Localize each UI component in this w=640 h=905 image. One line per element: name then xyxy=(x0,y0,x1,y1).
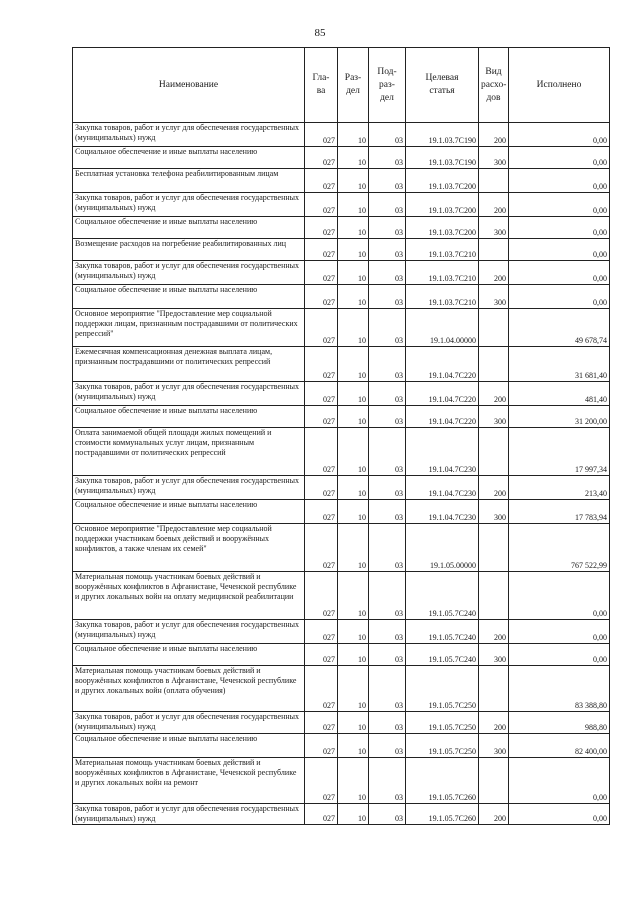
cell-razdel: 10 xyxy=(338,406,369,428)
cell-celevaya-statya: 19.1.05.7С260 xyxy=(406,804,479,825)
cell-celevaya-statya: 19.1.04.00000 xyxy=(406,309,479,347)
cell-ispolneno: 0,00 xyxy=(509,644,610,666)
cell-vid-rashodov: 300 xyxy=(479,406,509,428)
cell-name: Закупка товаров, работ и услуг для обеспечения государственных (муниципальных) нужд xyxy=(73,476,305,500)
cell-vid-rashodov: 200 xyxy=(479,123,509,147)
header-vid-rashodov: Вид расхо- дов xyxy=(479,48,509,123)
cell-glava: 027 xyxy=(305,620,338,644)
table-row xyxy=(73,406,610,428)
cell-name: Возмещение расходов на погребение реабилитированных лиц xyxy=(73,239,305,261)
cell-glava: 027 xyxy=(305,428,338,476)
cell-name: Социальное обеспечение и иные выплаты населению xyxy=(73,217,305,239)
table-header-row xyxy=(73,48,610,123)
cell-glava: 027 xyxy=(305,476,338,500)
header-name: Наименование xyxy=(73,48,305,123)
cell-ispolneno: 17 783,94 xyxy=(509,500,610,524)
header-ispolneno: Исполнено xyxy=(509,48,610,123)
cell-celevaya-statya: 19.1.05.7С260 xyxy=(406,758,479,804)
cell-name: Закупка товаров, работ и услуг для обеспечения государственных (муниципальных) нужд xyxy=(73,382,305,406)
cell-vid-rashodov xyxy=(479,169,509,193)
cell-ispolneno: 31 681,40 xyxy=(509,347,610,382)
cell-podrazdel: 03 xyxy=(369,572,406,620)
cell-name: Закупка товаров, работ и услуг для обеспечения государственных (муниципальных) нужд xyxy=(73,123,305,147)
cell-podrazdel: 03 xyxy=(369,666,406,712)
cell-celevaya-statya: 19.1.03.7С210 xyxy=(406,285,479,309)
cell-razdel: 10 xyxy=(338,666,369,712)
table-row xyxy=(73,347,610,382)
cell-razdel: 10 xyxy=(338,620,369,644)
cell-razdel: 10 xyxy=(338,476,369,500)
cell-ispolneno: 481,40 xyxy=(509,382,610,406)
cell-podrazdel: 03 xyxy=(369,382,406,406)
cell-podrazdel: 03 xyxy=(369,712,406,734)
table-row xyxy=(73,239,610,261)
cell-razdel: 10 xyxy=(338,123,369,147)
cell-razdel: 10 xyxy=(338,261,369,285)
cell-podrazdel: 03 xyxy=(369,239,406,261)
cell-name: Социальное обеспечение и иные выплаты населению xyxy=(73,500,305,524)
cell-vid-rashodov xyxy=(479,239,509,261)
cell-celevaya-statya: 19.1.04.7С230 xyxy=(406,500,479,524)
cell-glava: 027 xyxy=(305,406,338,428)
cell-ispolneno: 17 997,34 xyxy=(509,428,610,476)
budget-table xyxy=(72,47,610,825)
cell-glava: 027 xyxy=(305,524,338,572)
cell-vid-rashodov: 300 xyxy=(479,285,509,309)
table-row xyxy=(73,217,610,239)
table-row xyxy=(73,804,610,825)
cell-podrazdel: 03 xyxy=(369,524,406,572)
cell-ispolneno: 49 678,74 xyxy=(509,309,610,347)
cell-ispolneno: 0,00 xyxy=(509,123,610,147)
cell-glava: 027 xyxy=(305,123,338,147)
cell-celevaya-statya: 19.1.03.7С210 xyxy=(406,239,479,261)
table-row xyxy=(73,382,610,406)
table-row xyxy=(73,644,610,666)
cell-name: Основное мероприятие "Предоставление мер социальной поддержки лицам, признанным пострадавшими от политических репрессий" xyxy=(73,309,305,347)
cell-name: Материальная помощь участникам боевых действий и вооружённых конфликтов в Афганистане, Чеченской республике и других локальных войн (оплата обучения) xyxy=(73,666,305,712)
cell-vid-rashodov: 200 xyxy=(479,476,509,500)
cell-celevaya-statya: 19.1.05.7С240 xyxy=(406,620,479,644)
cell-podrazdel: 03 xyxy=(369,476,406,500)
cell-celevaya-statya: 19.1.03.7С200 xyxy=(406,217,479,239)
cell-vid-rashodov xyxy=(479,524,509,572)
table-row xyxy=(73,285,610,309)
table-row xyxy=(73,169,610,193)
cell-celevaya-statya: 19.1.05.7С240 xyxy=(406,572,479,620)
cell-vid-rashodov: 300 xyxy=(479,500,509,524)
cell-razdel: 10 xyxy=(338,734,369,758)
cell-celevaya-statya: 19.1.03.7С200 xyxy=(406,169,479,193)
cell-name: Бесплатная установка телефона реабилитированным лицам xyxy=(73,169,305,193)
cell-celevaya-statya: 19.1.05.7С250 xyxy=(406,666,479,712)
cell-name: Социальное обеспечение и иные выплаты населению xyxy=(73,406,305,428)
cell-name: Материальная помощь участникам боевых действий и вооружённых конфликтов в Афганистане, Чеченской республике и других локальных войн на оплату медицинской реабилитации xyxy=(73,572,305,620)
cell-razdel: 10 xyxy=(338,169,369,193)
table-row xyxy=(73,524,610,572)
cell-ispolneno: 767 522,99 xyxy=(509,524,610,572)
cell-razdel: 10 xyxy=(338,524,369,572)
cell-name: Ежемесячная компенсационная денежная выплата лицам, признанным пострадавшими от политических репрессий xyxy=(73,347,305,382)
table-row xyxy=(73,193,610,217)
cell-glava: 027 xyxy=(305,285,338,309)
cell-vid-rashodov: 200 xyxy=(479,261,509,285)
cell-vid-rashodov: 200 xyxy=(479,382,509,406)
cell-razdel: 10 xyxy=(338,239,369,261)
header-podrazdel: Под- раз- дел xyxy=(369,48,406,123)
cell-celevaya-statya: 19.1.03.7С210 xyxy=(406,261,479,285)
cell-celevaya-statya: 19.1.04.7С220 xyxy=(406,406,479,428)
cell-vid-rashodov: 200 xyxy=(479,804,509,825)
cell-podrazdel: 03 xyxy=(369,804,406,825)
cell-ispolneno: 0,00 xyxy=(509,804,610,825)
cell-razdel: 10 xyxy=(338,758,369,804)
cell-ispolneno: 0,00 xyxy=(509,261,610,285)
cell-razdel: 10 xyxy=(338,309,369,347)
cell-name: Социальное обеспечение и иные выплаты населению xyxy=(73,644,305,666)
cell-vid-rashodov: 200 xyxy=(479,193,509,217)
cell-ispolneno: 0,00 xyxy=(509,572,610,620)
table-row xyxy=(73,261,610,285)
cell-podrazdel: 03 xyxy=(369,428,406,476)
cell-glava: 027 xyxy=(305,169,338,193)
cell-ispolneno: 213,40 xyxy=(509,476,610,500)
cell-glava: 027 xyxy=(305,147,338,169)
cell-name: Закупка товаров, работ и услуг для обеспечения государственных (муниципальных) нужд xyxy=(73,261,305,285)
cell-vid-rashodov: 300 xyxy=(479,644,509,666)
header-glava: Гла- ва xyxy=(305,48,338,123)
cell-ispolneno: 82 400,00 xyxy=(509,734,610,758)
cell-vid-rashodov: 300 xyxy=(479,734,509,758)
cell-glava: 027 xyxy=(305,239,338,261)
table-row xyxy=(73,147,610,169)
cell-name: Закупка товаров, работ и услуг для обеспечения государственных (муниципальных) нужд xyxy=(73,712,305,734)
cell-razdel: 10 xyxy=(338,428,369,476)
page-number: 85 xyxy=(314,27,326,39)
cell-razdel: 10 xyxy=(338,644,369,666)
cell-name: Закупка товаров, работ и услуг для обеспечения государственных (муниципальных) нужд xyxy=(73,620,305,644)
cell-glava: 027 xyxy=(305,644,338,666)
cell-podrazdel: 03 xyxy=(369,644,406,666)
cell-podrazdel: 03 xyxy=(369,734,406,758)
cell-celevaya-statya: 19.1.05.00000 xyxy=(406,524,479,572)
cell-glava: 027 xyxy=(305,217,338,239)
cell-celevaya-statya: 19.1.03.7С190 xyxy=(406,123,479,147)
cell-name: Оплата занимаемой общей площади жилых помещений и стоимости коммунальных услуг лицам, признанным пострадавшими от политических репрессий xyxy=(73,428,305,476)
cell-glava: 027 xyxy=(305,193,338,217)
table-row xyxy=(73,620,610,644)
cell-name: Социальное обеспечение и иные выплаты населению xyxy=(73,147,305,169)
cell-razdel: 10 xyxy=(338,382,369,406)
cell-razdel: 10 xyxy=(338,285,369,309)
cell-ispolneno: 83 388,80 xyxy=(509,666,610,712)
table-row xyxy=(73,476,610,500)
cell-glava: 027 xyxy=(305,382,338,406)
cell-glava: 027 xyxy=(305,804,338,825)
cell-ispolneno: 0,00 xyxy=(509,758,610,804)
table-row xyxy=(73,712,610,734)
cell-podrazdel: 03 xyxy=(369,193,406,217)
table-row xyxy=(73,734,610,758)
cell-razdel: 10 xyxy=(338,804,369,825)
table-row xyxy=(73,428,610,476)
cell-glava: 027 xyxy=(305,347,338,382)
cell-name: Закупка товаров, работ и услуг для обеспечения государственных (муниципальных) нужд xyxy=(73,193,305,217)
table-row xyxy=(73,309,610,347)
table-row xyxy=(73,666,610,712)
cell-podrazdel: 03 xyxy=(369,217,406,239)
cell-razdel: 10 xyxy=(338,147,369,169)
table-row xyxy=(73,500,610,524)
cell-podrazdel: 03 xyxy=(369,147,406,169)
cell-name: Социальное обеспечение и иные выплаты населению xyxy=(73,734,305,758)
cell-glava: 027 xyxy=(305,758,338,804)
cell-podrazdel: 03 xyxy=(369,406,406,428)
cell-celevaya-statya: 19.1.04.7С230 xyxy=(406,476,479,500)
header-celevaya-statya: Целевая статья xyxy=(406,48,479,123)
cell-celevaya-statya: 19.1.05.7С250 xyxy=(406,712,479,734)
cell-razdel: 10 xyxy=(338,193,369,217)
cell-vid-rashodov xyxy=(479,309,509,347)
cell-podrazdel: 03 xyxy=(369,758,406,804)
cell-vid-rashodov: 200 xyxy=(479,712,509,734)
cell-ispolneno: 31 200,00 xyxy=(509,406,610,428)
cell-vid-rashodov xyxy=(479,572,509,620)
cell-podrazdel: 03 xyxy=(369,347,406,382)
cell-razdel: 10 xyxy=(338,217,369,239)
cell-podrazdel: 03 xyxy=(369,500,406,524)
cell-celevaya-statya: 19.1.03.7С190 xyxy=(406,147,479,169)
cell-ispolneno: 0,00 xyxy=(509,217,610,239)
cell-celevaya-statya: 19.1.03.7С200 xyxy=(406,193,479,217)
cell-razdel: 10 xyxy=(338,347,369,382)
cell-glava: 027 xyxy=(305,500,338,524)
cell-vid-rashodov: 200 xyxy=(479,620,509,644)
cell-glava: 027 xyxy=(305,572,338,620)
cell-podrazdel: 03 xyxy=(369,123,406,147)
cell-vid-rashodov xyxy=(479,428,509,476)
table-row xyxy=(73,758,610,804)
cell-vid-rashodov: 300 xyxy=(479,217,509,239)
table-row xyxy=(73,572,610,620)
cell-ispolneno: 988,80 xyxy=(509,712,610,734)
cell-name: Закупка товаров, работ и услуг для обеспечения государственных (муниципальных) нужд xyxy=(73,804,305,825)
cell-celevaya-statya: 19.1.04.7С220 xyxy=(406,382,479,406)
cell-glava: 027 xyxy=(305,734,338,758)
cell-podrazdel: 03 xyxy=(369,620,406,644)
cell-celevaya-statya: 19.1.04.7С230 xyxy=(406,428,479,476)
cell-vid-rashodov xyxy=(479,347,509,382)
cell-glava: 027 xyxy=(305,666,338,712)
cell-vid-rashodov: 300 xyxy=(479,147,509,169)
cell-ispolneno: 0,00 xyxy=(509,620,610,644)
cell-podrazdel: 03 xyxy=(369,261,406,285)
cell-vid-rashodov xyxy=(479,758,509,804)
header-razdel: Раз- дел xyxy=(338,48,369,123)
cell-ispolneno: 0,00 xyxy=(509,147,610,169)
cell-name: Социальное обеспечение и иные выплаты населению xyxy=(73,285,305,309)
cell-ispolneno: 0,00 xyxy=(509,239,610,261)
cell-celevaya-statya: 19.1.05.7С250 xyxy=(406,734,479,758)
cell-celevaya-statya: 19.1.04.7С220 xyxy=(406,347,479,382)
table-row xyxy=(73,123,610,147)
cell-podrazdel: 03 xyxy=(369,169,406,193)
cell-razdel: 10 xyxy=(338,572,369,620)
cell-glava: 027 xyxy=(305,261,338,285)
cell-vid-rashodov xyxy=(479,666,509,712)
cell-ispolneno: 0,00 xyxy=(509,169,610,193)
cell-celevaya-statya: 19.1.05.7С240 xyxy=(406,644,479,666)
cell-razdel: 10 xyxy=(338,500,369,524)
cell-name: Материальная помощь участникам боевых действий и вооружённых конфликтов в Афганистане, Чеченской республике и других локальных войн на ремонт xyxy=(73,758,305,804)
cell-ispolneno: 0,00 xyxy=(509,285,610,309)
cell-ispolneno: 0,00 xyxy=(509,193,610,217)
cell-podrazdel: 03 xyxy=(369,309,406,347)
cell-name: Основное мероприятие "Предоставление мер социальной поддержки участникам боевых действий и вооружённых конфликтов, а также членам их семей" xyxy=(73,524,305,572)
cell-podrazdel: 03 xyxy=(369,285,406,309)
cell-glava: 027 xyxy=(305,309,338,347)
cell-razdel: 10 xyxy=(338,712,369,734)
cell-glava: 027 xyxy=(305,712,338,734)
